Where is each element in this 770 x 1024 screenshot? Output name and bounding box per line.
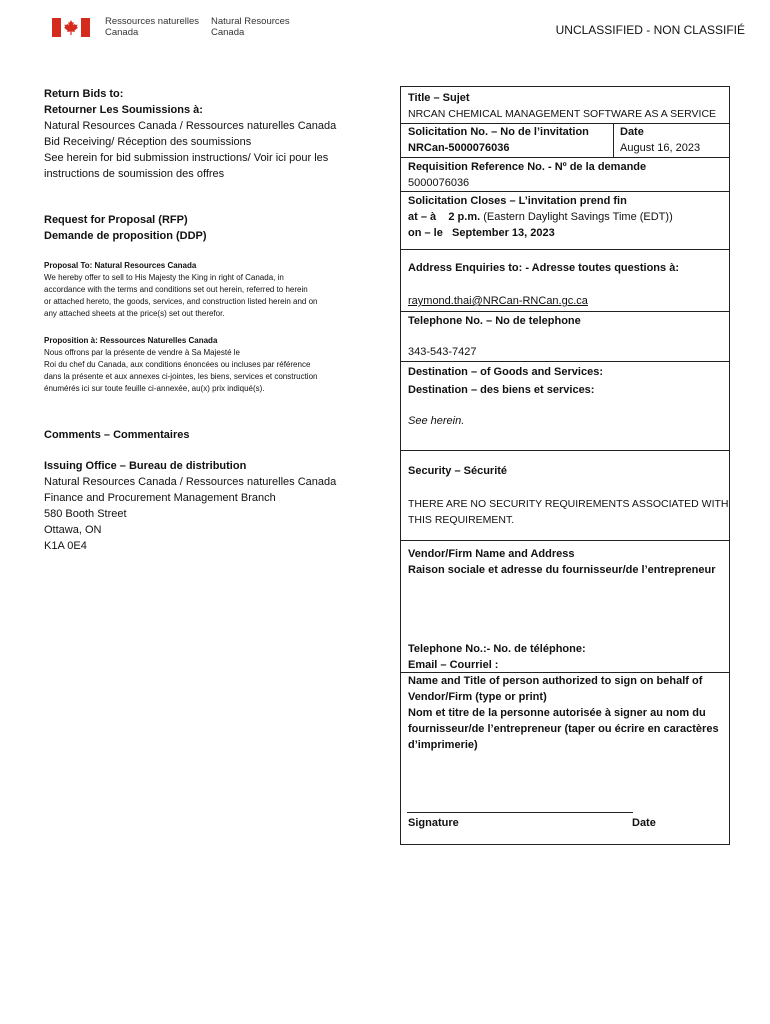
rfp-title-fr: Demande de proposition (DDP) bbox=[44, 230, 207, 242]
wordmark-english: Natural Resources Canada bbox=[211, 16, 290, 38]
proposal-line: dans la présente et aux annexes ci-jointes, les biens, services et construction bbox=[44, 372, 318, 381]
requisition-divider bbox=[401, 157, 729, 158]
enquiries-divider bbox=[401, 249, 729, 250]
vendor-label-fr: Raison sociale et adresse du fournisseur/de l’entrepreneur bbox=[408, 564, 716, 576]
enquiries-label: Address Enquiries to: - Adresse toutes questions à: bbox=[408, 262, 679, 274]
closes-date: September 13, 2023 bbox=[452, 227, 555, 239]
name-title-line: Vendor/Firm (type or print) bbox=[408, 691, 547, 703]
return-bids-heading-fr: Retourner Les Soumissions à: bbox=[44, 104, 203, 116]
vendor-phone-label: Telephone No.:- No. de téléphone: bbox=[408, 643, 586, 655]
issuing-office-section bbox=[44, 458, 369, 554]
proposal-line: Nous offrons par la présente de vendre à Sa Majesté le bbox=[44, 348, 240, 357]
proposal-fr-section bbox=[44, 335, 374, 395]
destination-value: See herein. bbox=[408, 415, 465, 427]
security-line: THERE ARE NO SECURITY REQUIREMENTS ASSOCIATED WITH bbox=[408, 498, 729, 510]
name-title-line: fournisseur/de l’entrepreneur (taper ou écrire en caractères bbox=[408, 723, 719, 735]
telephone-divider bbox=[401, 311, 729, 312]
security-label: Security – Sécurité bbox=[408, 465, 508, 477]
date-label: Date bbox=[620, 126, 644, 138]
vendor-divider bbox=[401, 540, 729, 541]
wordmark-french: Ressources naturelles Canada bbox=[105, 16, 199, 38]
comments-label: Comments – Commentaires bbox=[44, 429, 190, 441]
telephone-label: Telephone No. – No de telephone bbox=[408, 315, 581, 327]
destination-divider bbox=[401, 361, 729, 362]
solicitation-value: NRCan-5000076036 bbox=[408, 142, 510, 154]
name-title-line: Name and Title of person authorized to sign on behalf of bbox=[408, 675, 703, 687]
closes-label: Solicitation Closes – L’invitation prend fin bbox=[408, 195, 627, 207]
government-signature bbox=[52, 16, 292, 42]
proposal-line: or attached hereto, the goods, services, and construction listed herein and on bbox=[44, 297, 318, 306]
enquiries-email-link[interactable]: raymond.thai@NRCan-RNCan.gc.ca bbox=[408, 295, 588, 307]
rfp-title-en: Request for Proposal (RFP) bbox=[44, 214, 188, 226]
proposal-en-section bbox=[44, 260, 374, 320]
vendor-label: Vendor/Firm Name and Address bbox=[408, 548, 575, 560]
issuing-office-heading: Issuing Office – Bureau de distribution bbox=[44, 460, 247, 472]
name-title-line: Nom et titre de la personne autorisée à signer au nom du bbox=[408, 707, 706, 719]
vendor-email-label: Email – Courriel : bbox=[408, 659, 499, 671]
destination-label-fr: Destination – des biens et services: bbox=[408, 384, 595, 396]
signature-line bbox=[407, 812, 633, 813]
closes-time: 2 p.m. bbox=[448, 211, 481, 223]
closes-divider bbox=[401, 191, 729, 192]
requisition-label: Requisition Reference No. - Nº de la demande bbox=[408, 161, 647, 173]
issuing-office-line: Ottawa, ON bbox=[44, 524, 102, 536]
signature-label: Signature bbox=[408, 817, 459, 829]
proposal-line: any attached sheets at the price(s) set out therefor. bbox=[44, 309, 225, 318]
security-text bbox=[408, 496, 729, 528]
proposal-line: accordance with the terms and conditions set out herein, referred to herein bbox=[44, 285, 308, 294]
issuing-office-line: Natural Resources Canada / Ressources naturelles Canada bbox=[44, 476, 337, 488]
return-bids-line: instructions de soumission des offres bbox=[44, 168, 225, 180]
rfp-title bbox=[44, 212, 369, 244]
proposal-fr-heading: Proposition à: Ressources Naturelles Canada bbox=[44, 336, 218, 345]
issuing-office-line: K1A 0E4 bbox=[44, 540, 87, 552]
date-value: August 16, 2023 bbox=[620, 142, 701, 154]
title-label: Title – Sujet bbox=[408, 92, 470, 104]
signature-date-label: Date bbox=[632, 817, 656, 829]
closes-at-prefix: at – à bbox=[408, 211, 437, 223]
proposal-line: We hereby offer to sell to His Majesty the King in right of Canada, in bbox=[44, 273, 284, 282]
security-line: THIS REQUIREMENT. bbox=[408, 514, 515, 526]
classification-label: UNCLASSIFIED - NON CLASSIFIÉ bbox=[555, 23, 745, 37]
telephone-value: 343-543-7427 bbox=[408, 346, 477, 358]
closes-time-line bbox=[408, 209, 673, 225]
solicitation-label: Solicitation No. – No de l’invitation bbox=[408, 126, 589, 138]
closes-date-line bbox=[408, 225, 555, 241]
requisition-value: 5000076036 bbox=[408, 177, 470, 189]
proposal-line: Roi du chef du Canada, aux conditions énoncées ou incluses par référence bbox=[44, 360, 311, 369]
solicitation-info-box bbox=[400, 86, 730, 845]
destination-label: Destination – of Goods and Services: bbox=[408, 366, 603, 378]
issuing-office-line: Finance and Procurement Management Branch bbox=[44, 492, 276, 504]
security-divider bbox=[401, 450, 729, 451]
return-bids-line: Natural Resources Canada / Ressources naturelles Canada bbox=[44, 120, 337, 132]
name-title-line: d’imprimerie) bbox=[408, 739, 478, 751]
return-bids-section bbox=[44, 86, 369, 182]
closes-time-note: (Eastern Daylight Savings Time (EDT)) bbox=[483, 211, 673, 223]
name-title-label bbox=[408, 673, 726, 753]
maple-leaf-icon bbox=[64, 20, 78, 35]
return-bids-line: Bid Receiving/ Réception des soumissions bbox=[44, 136, 252, 148]
issuing-office-line: 580 Booth Street bbox=[44, 508, 127, 520]
proposal-line: énumérés ici sur toute feuille ci-annexée, au(x) prix indiqué(s). bbox=[44, 384, 265, 393]
return-bids-heading: Return Bids to: bbox=[44, 88, 124, 100]
closes-on-prefix: on – le bbox=[408, 227, 443, 239]
return-bids-line: See herein for bid submission instructions/ Voir ici pour les bbox=[44, 152, 329, 164]
title-value: NRCAN CHEMICAL MANAGEMENT SOFTWARE AS A SERVICE bbox=[408, 108, 717, 120]
proposal-en-heading: Proposal To: Natural Resources Canada bbox=[44, 261, 197, 270]
canada-flag-icon bbox=[52, 18, 90, 37]
